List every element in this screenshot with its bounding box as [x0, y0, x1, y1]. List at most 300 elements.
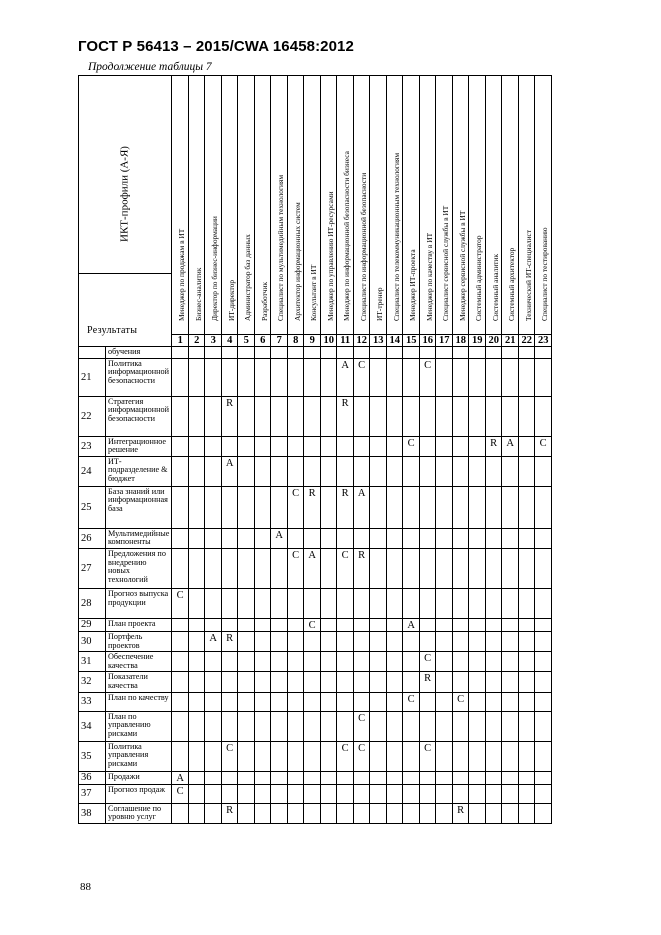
column-number: 6	[254, 335, 271, 347]
raci-cell	[353, 771, 370, 784]
raci-cell	[304, 347, 321, 359]
profile-header-cell	[79, 76, 172, 347]
raci-cell: C	[353, 358, 370, 396]
raci-cell: A	[403, 618, 420, 631]
profile-name: Архитектор информационных систем	[292, 202, 302, 321]
raci-cell	[535, 784, 552, 803]
row-number: 35	[79, 741, 106, 771]
table-row	[79, 672, 552, 692]
column-number: 1	[172, 335, 189, 347]
raci-cell: R	[337, 396, 354, 436]
raci-cell	[436, 456, 453, 486]
profile-name: Системный администратор	[474, 235, 484, 321]
raci-cell	[535, 358, 552, 396]
raci-cell	[205, 741, 222, 771]
raci-cell: C	[172, 784, 189, 803]
raci-cell	[238, 588, 255, 618]
raci-cell	[271, 347, 288, 359]
raci-cell	[419, 711, 436, 741]
row-label: обучения	[106, 347, 172, 359]
row-label: План проекта	[106, 618, 172, 631]
raci-cell	[535, 692, 552, 711]
raci-cell	[188, 631, 205, 651]
raci-cell	[386, 347, 403, 359]
profile-name: Менеджер по продажам в ИТ	[177, 228, 187, 321]
raci-cell	[337, 771, 354, 784]
row-number	[79, 347, 106, 359]
column-number: 22	[518, 335, 535, 347]
row-number: 27	[79, 548, 106, 588]
raci-cell	[320, 358, 337, 396]
raci-cell	[436, 528, 453, 548]
raci-cell	[337, 347, 354, 359]
raci-cell	[205, 692, 222, 711]
raci-cell: R	[452, 803, 469, 823]
raci-cell	[172, 672, 189, 692]
raci-cell	[403, 358, 420, 396]
profile-column-header	[320, 76, 337, 335]
row-label: Стратегия информационной безопасности	[106, 396, 172, 436]
raci-cell	[320, 692, 337, 711]
raci-cell	[287, 347, 304, 359]
raci-cell	[238, 784, 255, 803]
raci-cell	[436, 548, 453, 588]
raci-cell	[436, 347, 453, 359]
raci-cell	[304, 771, 321, 784]
raci-cell	[271, 548, 288, 588]
raci-cell	[172, 618, 189, 631]
raci-cell	[469, 771, 486, 784]
raci-cell	[337, 528, 354, 548]
raci-cell: C	[535, 436, 552, 456]
raci-cell	[452, 548, 469, 588]
table-continuation-caption: Продолжение таблицы 7	[88, 61, 212, 73]
table-row	[79, 436, 552, 456]
raci-cell	[353, 803, 370, 823]
raci-cell	[485, 741, 502, 771]
column-number: 21	[502, 335, 519, 347]
row-label: База знаний или информационная база	[106, 486, 172, 528]
raci-cell	[238, 358, 255, 396]
raci-cell	[221, 548, 238, 588]
raci-cell: C	[304, 618, 321, 631]
raci-cell	[320, 711, 337, 741]
raci-cell	[271, 784, 288, 803]
raci-cell	[337, 652, 354, 672]
column-number: 10	[320, 335, 337, 347]
raci-cell: R	[221, 396, 238, 436]
raci-cell	[238, 456, 255, 486]
raci-cell: R	[221, 803, 238, 823]
raci-cell	[502, 528, 519, 548]
raci-cell	[469, 358, 486, 396]
raci-cell	[205, 436, 222, 456]
row-number: 32	[79, 672, 106, 692]
row-label: Соглашение по уровню услуг	[106, 803, 172, 823]
raci-cell	[469, 711, 486, 741]
column-number: 17	[436, 335, 453, 347]
raci-cell	[287, 631, 304, 651]
raci-cell	[386, 486, 403, 528]
table-row	[79, 456, 552, 486]
raci-cell	[469, 548, 486, 588]
raci-cell	[320, 803, 337, 823]
row-number: 23	[79, 436, 106, 456]
raci-cell	[370, 784, 387, 803]
column-number: 18	[452, 335, 469, 347]
row-number: 29	[79, 618, 106, 631]
raci-cell	[320, 528, 337, 548]
raci-cell	[502, 672, 519, 692]
raci-cell	[172, 528, 189, 548]
raci-cell	[238, 711, 255, 741]
raci-cell	[238, 741, 255, 771]
raci-cell	[304, 436, 321, 456]
table-row	[79, 528, 552, 548]
results-table	[78, 75, 552, 824]
row-label: Продажи	[106, 771, 172, 784]
raci-cell	[518, 548, 535, 588]
raci-cell	[221, 784, 238, 803]
raci-cell	[485, 456, 502, 486]
profile-column-header	[304, 76, 321, 335]
raci-cell	[271, 618, 288, 631]
raci-cell	[271, 436, 288, 456]
raci-cell	[238, 548, 255, 588]
raci-cell	[452, 436, 469, 456]
raci-cell	[485, 486, 502, 528]
profile-column-header	[254, 76, 271, 335]
column-number: 12	[353, 335, 370, 347]
raci-cell	[205, 347, 222, 359]
raci-cell	[436, 358, 453, 396]
profile-column-header	[238, 76, 255, 335]
raci-cell	[320, 436, 337, 456]
profile-name: Системный архитектор	[507, 247, 517, 321]
raci-cell	[518, 771, 535, 784]
raci-cell	[403, 631, 420, 651]
raci-cell	[502, 456, 519, 486]
raci-cell	[403, 588, 420, 618]
raci-cell	[386, 741, 403, 771]
raci-cell	[172, 652, 189, 672]
raci-cell	[188, 347, 205, 359]
raci-cell	[172, 692, 189, 711]
raci-cell	[386, 672, 403, 692]
raci-cell	[304, 803, 321, 823]
raci-cell: A	[502, 436, 519, 456]
raci-cell	[469, 784, 486, 803]
row-label: Мультимедийные компоненты	[106, 528, 172, 548]
raci-cell	[353, 652, 370, 672]
raci-cell	[172, 456, 189, 486]
table-row	[79, 486, 552, 528]
profile-name: ИТ-тренер	[375, 287, 385, 321]
raci-cell	[238, 803, 255, 823]
raci-cell	[502, 771, 519, 784]
raci-cell	[419, 548, 436, 588]
raci-cell	[353, 692, 370, 711]
table-row	[79, 741, 552, 771]
raci-cell	[205, 358, 222, 396]
raci-cell	[502, 741, 519, 771]
raci-cell	[370, 672, 387, 692]
raci-cell: A	[205, 631, 222, 651]
column-number: 7	[271, 335, 288, 347]
raci-cell	[254, 672, 271, 692]
raci-cell	[238, 618, 255, 631]
table-row	[79, 396, 552, 436]
raci-cell: R	[353, 548, 370, 588]
raci-cell	[320, 618, 337, 631]
raci-cell	[287, 652, 304, 672]
raci-cell	[518, 672, 535, 692]
raci-cell	[287, 456, 304, 486]
table-row	[79, 631, 552, 651]
raci-cell	[353, 396, 370, 436]
raci-cell	[452, 784, 469, 803]
raci-cell	[353, 618, 370, 631]
raci-cell	[287, 528, 304, 548]
raci-cell	[221, 347, 238, 359]
raci-cell	[254, 358, 271, 396]
raci-cell	[304, 588, 321, 618]
row-label: Прогноз продаж	[106, 784, 172, 803]
raci-cell	[469, 803, 486, 823]
raci-cell	[221, 358, 238, 396]
raci-cell	[287, 358, 304, 396]
raci-cell	[320, 588, 337, 618]
raci-cell	[485, 652, 502, 672]
raci-cell	[287, 396, 304, 436]
raci-cell	[337, 711, 354, 741]
raci-cell	[188, 528, 205, 548]
raci-cell	[485, 528, 502, 548]
raci-cell: A	[304, 548, 321, 588]
raci-cell	[287, 588, 304, 618]
raci-cell	[469, 672, 486, 692]
raci-cell	[320, 396, 337, 436]
row-number: 30	[79, 631, 106, 651]
raci-cell	[502, 588, 519, 618]
row-number: 26	[79, 528, 106, 548]
profile-name: Специалист сервисной службы в ИТ	[441, 205, 451, 321]
column-number: 2	[188, 335, 205, 347]
table-row	[79, 652, 552, 672]
raci-cell	[535, 631, 552, 651]
raci-cell	[205, 784, 222, 803]
raci-cell	[188, 784, 205, 803]
raci-cell	[254, 347, 271, 359]
raci-cell	[518, 588, 535, 618]
profile-column-header	[518, 76, 535, 335]
profile-column-header	[188, 76, 205, 335]
raci-cell	[469, 692, 486, 711]
profile-column-header	[535, 76, 552, 335]
column-number: 16	[419, 335, 436, 347]
raci-cell	[436, 652, 453, 672]
raci-cell	[518, 631, 535, 651]
raci-cell	[436, 436, 453, 456]
raci-cell	[419, 588, 436, 618]
raci-cell	[386, 771, 403, 784]
raci-cell	[386, 784, 403, 803]
raci-cell	[485, 803, 502, 823]
raci-cell	[254, 652, 271, 672]
raci-cell	[485, 692, 502, 711]
raci-cell	[518, 652, 535, 672]
raci-cell	[287, 803, 304, 823]
raci-cell	[254, 588, 271, 618]
raci-cell	[485, 771, 502, 784]
raci-cell	[304, 711, 321, 741]
profile-name: Менеджер по управлению ИТ-ресурсами	[325, 191, 335, 321]
row-number: 36	[79, 771, 106, 784]
raci-cell	[518, 784, 535, 803]
raci-cell	[271, 396, 288, 436]
raci-cell: C	[337, 548, 354, 588]
raci-cell: C	[353, 711, 370, 741]
raci-cell	[469, 618, 486, 631]
raci-cell	[353, 588, 370, 618]
raci-cell	[436, 784, 453, 803]
table-row	[79, 784, 552, 803]
raci-cell	[188, 358, 205, 396]
raci-cell	[452, 771, 469, 784]
table-row	[79, 588, 552, 618]
row-label: Показатели качества	[106, 672, 172, 692]
raci-cell	[221, 436, 238, 456]
raci-cell	[535, 528, 552, 548]
raci-cell	[238, 528, 255, 548]
raci-cell	[370, 711, 387, 741]
raci-cell	[403, 486, 420, 528]
raci-cell	[485, 358, 502, 396]
raci-cell	[287, 618, 304, 631]
raci-cell	[254, 618, 271, 631]
profile-name: Менеджер по информационной безопасности бизнеса	[342, 151, 352, 321]
raci-cell	[320, 631, 337, 651]
table-row	[79, 692, 552, 711]
raci-cell	[205, 711, 222, 741]
profile-name: Консультант в ИТ	[309, 264, 319, 321]
raci-cell	[419, 347, 436, 359]
raci-cell	[271, 486, 288, 528]
raci-cell	[188, 741, 205, 771]
raci-cell	[370, 436, 387, 456]
row-number: 25	[79, 486, 106, 528]
column-number: 23	[535, 335, 552, 347]
raci-cell	[287, 784, 304, 803]
raci-cell	[353, 631, 370, 651]
raci-cell	[254, 771, 271, 784]
raci-cell	[452, 486, 469, 528]
raci-cell	[304, 741, 321, 771]
raci-cell: A	[271, 528, 288, 548]
raci-cell	[403, 771, 420, 784]
raci-cell	[403, 548, 420, 588]
row-label: План по управлению рисками	[106, 711, 172, 741]
raci-cell	[386, 588, 403, 618]
raci-cell	[436, 803, 453, 823]
raci-cell	[452, 652, 469, 672]
raci-cell: C	[419, 358, 436, 396]
profile-name: Бизнес-аналитик	[193, 267, 203, 321]
raci-cell	[172, 486, 189, 528]
raci-cell	[271, 652, 288, 672]
row-number: 37	[79, 784, 106, 803]
row-number: 28	[79, 588, 106, 618]
table-row	[79, 711, 552, 741]
raci-cell	[221, 771, 238, 784]
raci-cell	[304, 652, 321, 672]
raci-cell	[370, 456, 387, 486]
raci-cell	[205, 486, 222, 528]
row-label: Предложения по внедрению новых технологий	[106, 548, 172, 588]
raci-cell: C	[337, 741, 354, 771]
column-number: 19	[469, 335, 486, 347]
profile-header-label: ИКТ-профили (А-Я)	[118, 146, 131, 242]
raci-cell	[221, 692, 238, 711]
raci-cell	[419, 771, 436, 784]
raci-cell	[502, 692, 519, 711]
raci-cell	[353, 456, 370, 486]
raci-cell	[535, 711, 552, 741]
raci-cell: C	[403, 436, 420, 456]
raci-cell	[436, 672, 453, 692]
row-number: 31	[79, 652, 106, 672]
row-number: 38	[79, 803, 106, 823]
raci-cell	[502, 652, 519, 672]
raci-cell	[337, 618, 354, 631]
raci-cell	[518, 692, 535, 711]
raci-cell	[370, 528, 387, 548]
raci-cell	[518, 711, 535, 741]
raci-cell	[452, 711, 469, 741]
table-row	[79, 347, 552, 359]
raci-cell: C	[353, 741, 370, 771]
raci-cell	[469, 456, 486, 486]
column-number: 3	[205, 335, 222, 347]
raci-cell: R	[337, 486, 354, 528]
raci-cell	[403, 396, 420, 436]
raci-cell	[337, 672, 354, 692]
raci-cell	[221, 588, 238, 618]
raci-cell	[370, 771, 387, 784]
raci-cell	[205, 548, 222, 588]
profile-name: Менеджер по качеству в ИТ	[424, 232, 434, 321]
profile-name: Технический ИТ-специалист	[523, 229, 533, 321]
raci-cell	[172, 396, 189, 436]
raci-cell	[502, 784, 519, 803]
raci-cell	[502, 618, 519, 631]
raci-cell	[254, 631, 271, 651]
raci-cell	[386, 396, 403, 436]
profile-column-header	[502, 76, 519, 335]
raci-cell	[320, 672, 337, 692]
raci-cell	[485, 631, 502, 651]
row-label: План по качеству	[106, 692, 172, 711]
raci-cell	[485, 347, 502, 359]
raci-cell: R	[304, 486, 321, 528]
raci-cell	[188, 652, 205, 672]
row-label: Политика управления рисками	[106, 741, 172, 771]
raci-cell	[221, 652, 238, 672]
column-number: 5	[238, 335, 255, 347]
raci-cell	[419, 396, 436, 436]
raci-cell	[254, 548, 271, 588]
raci-cell	[221, 618, 238, 631]
